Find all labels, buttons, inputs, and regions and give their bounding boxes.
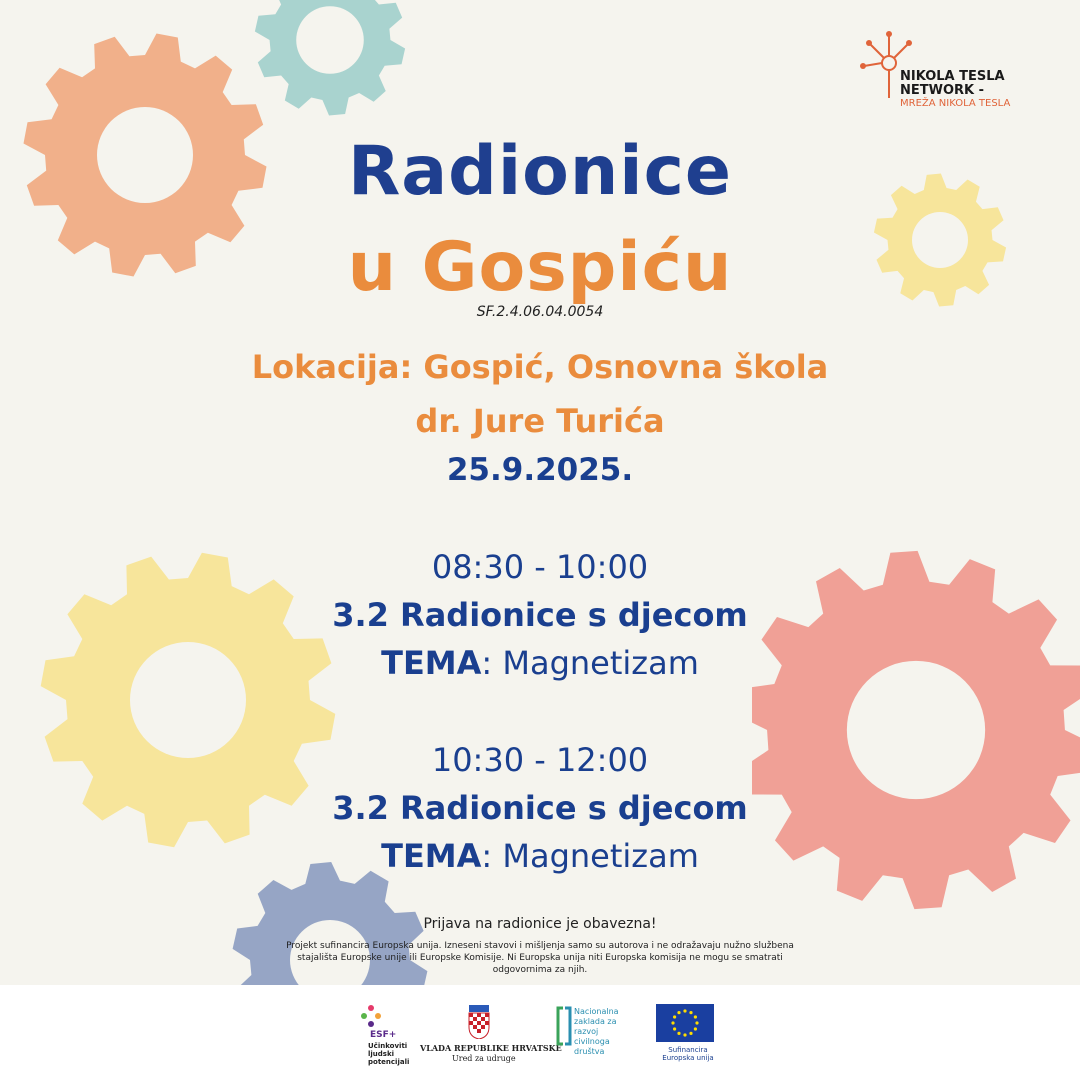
brand-line1: NIKOLA TESLA [900,69,1005,84]
session-tema [0,837,1080,875]
eu-star-icon [689,1032,692,1035]
tema-value: : Magnetizam [481,837,699,875]
footer-logos [0,985,1080,1080]
session-tema [0,644,1080,682]
eu-star-icon [694,1027,697,1030]
nzr-line: razvoj [574,1027,599,1036]
session-time: 10:30 - 12:00 [431,741,649,779]
location [0,340,1080,448]
eu-star-icon [683,1033,686,1036]
brand-subtitle: MREŽA NIKOLA TESLA [900,98,1011,109]
esf-plus-label: ESF+ [370,1030,397,1040]
eu-text [660,1046,716,1062]
registration-note: Prijava na radionice je obavezna! [423,916,657,932]
eu-star-icon [677,1011,680,1014]
eu-star-icon [677,1032,680,1035]
brand-line2: NETWORK - [900,83,985,98]
esf-line: ljudski [368,1050,395,1058]
title-line1: Radionice [347,132,733,211]
eu-star-icon [689,1011,692,1014]
project-code: SF.2.4.06.04.0054 [476,304,604,320]
nzr-line: Nacionalna [574,1007,619,1016]
esf-text [368,1042,409,1066]
nzr-line: društva [574,1047,605,1056]
vlada-subtitle: Ured za udruge [452,1054,516,1063]
esf-line: potencijali [368,1058,410,1066]
esf-logo [360,1004,382,1028]
eu-star-icon [671,1021,674,1024]
session-title: 3.2 Radionice s djecom [332,789,748,827]
event-date: 25.9.2025. [446,452,634,488]
esf-line: Učinkoviti [368,1042,408,1050]
eu-line: Sufinancira [668,1046,708,1054]
disclaimer [0,940,1080,976]
eu-star-icon [673,1027,676,1030]
session-time: 08:30 - 10:00 [431,548,649,586]
session-1 [0,548,1080,682]
nzr-line: zaklada za [574,1017,617,1026]
eu-star-icon [694,1015,697,1018]
location-line2: dr. Jure Turića [415,402,665,440]
session-2 [0,741,1080,875]
eu-line: Europska unija [662,1054,714,1062]
disclaimer-line: Projekt sufinancira Europska unija. Izneseni stavovi i mišljenja samo su autorova i ne odražavaju nužno službena [286,941,794,951]
eu-star-icon [673,1015,676,1018]
disclaimer-line: odgovornima za njih. [492,965,588,975]
eu-star-icon [683,1009,686,1012]
nzr-logo [556,1006,572,1046]
location-line1: Lokacija: Gospić, Osnovna škola [251,348,829,386]
brand-name [900,70,1005,98]
tema-label: TEMA [381,837,482,875]
nzr-text [574,1007,619,1057]
nzr-line: civilnoga [574,1037,610,1046]
tema-label: TEMA [381,644,482,682]
session-title: 3.2 Radionice s djecom [332,596,748,634]
tema-value: : Magnetizam [481,644,699,682]
title-line2: u Gospiću [347,228,733,307]
croatia-coat-of-arms [467,1005,491,1039]
disclaimer-line: stajališta Europske unije ili Europske Komisije. Ni Europska unija niti Europska komisija ne mogu se smatrati [297,953,783,963]
eu-flag [656,1004,714,1042]
vlada-title: VLADA REPUBLIKE HRVATSKE [420,1043,562,1053]
eu-star-icon [695,1021,698,1024]
